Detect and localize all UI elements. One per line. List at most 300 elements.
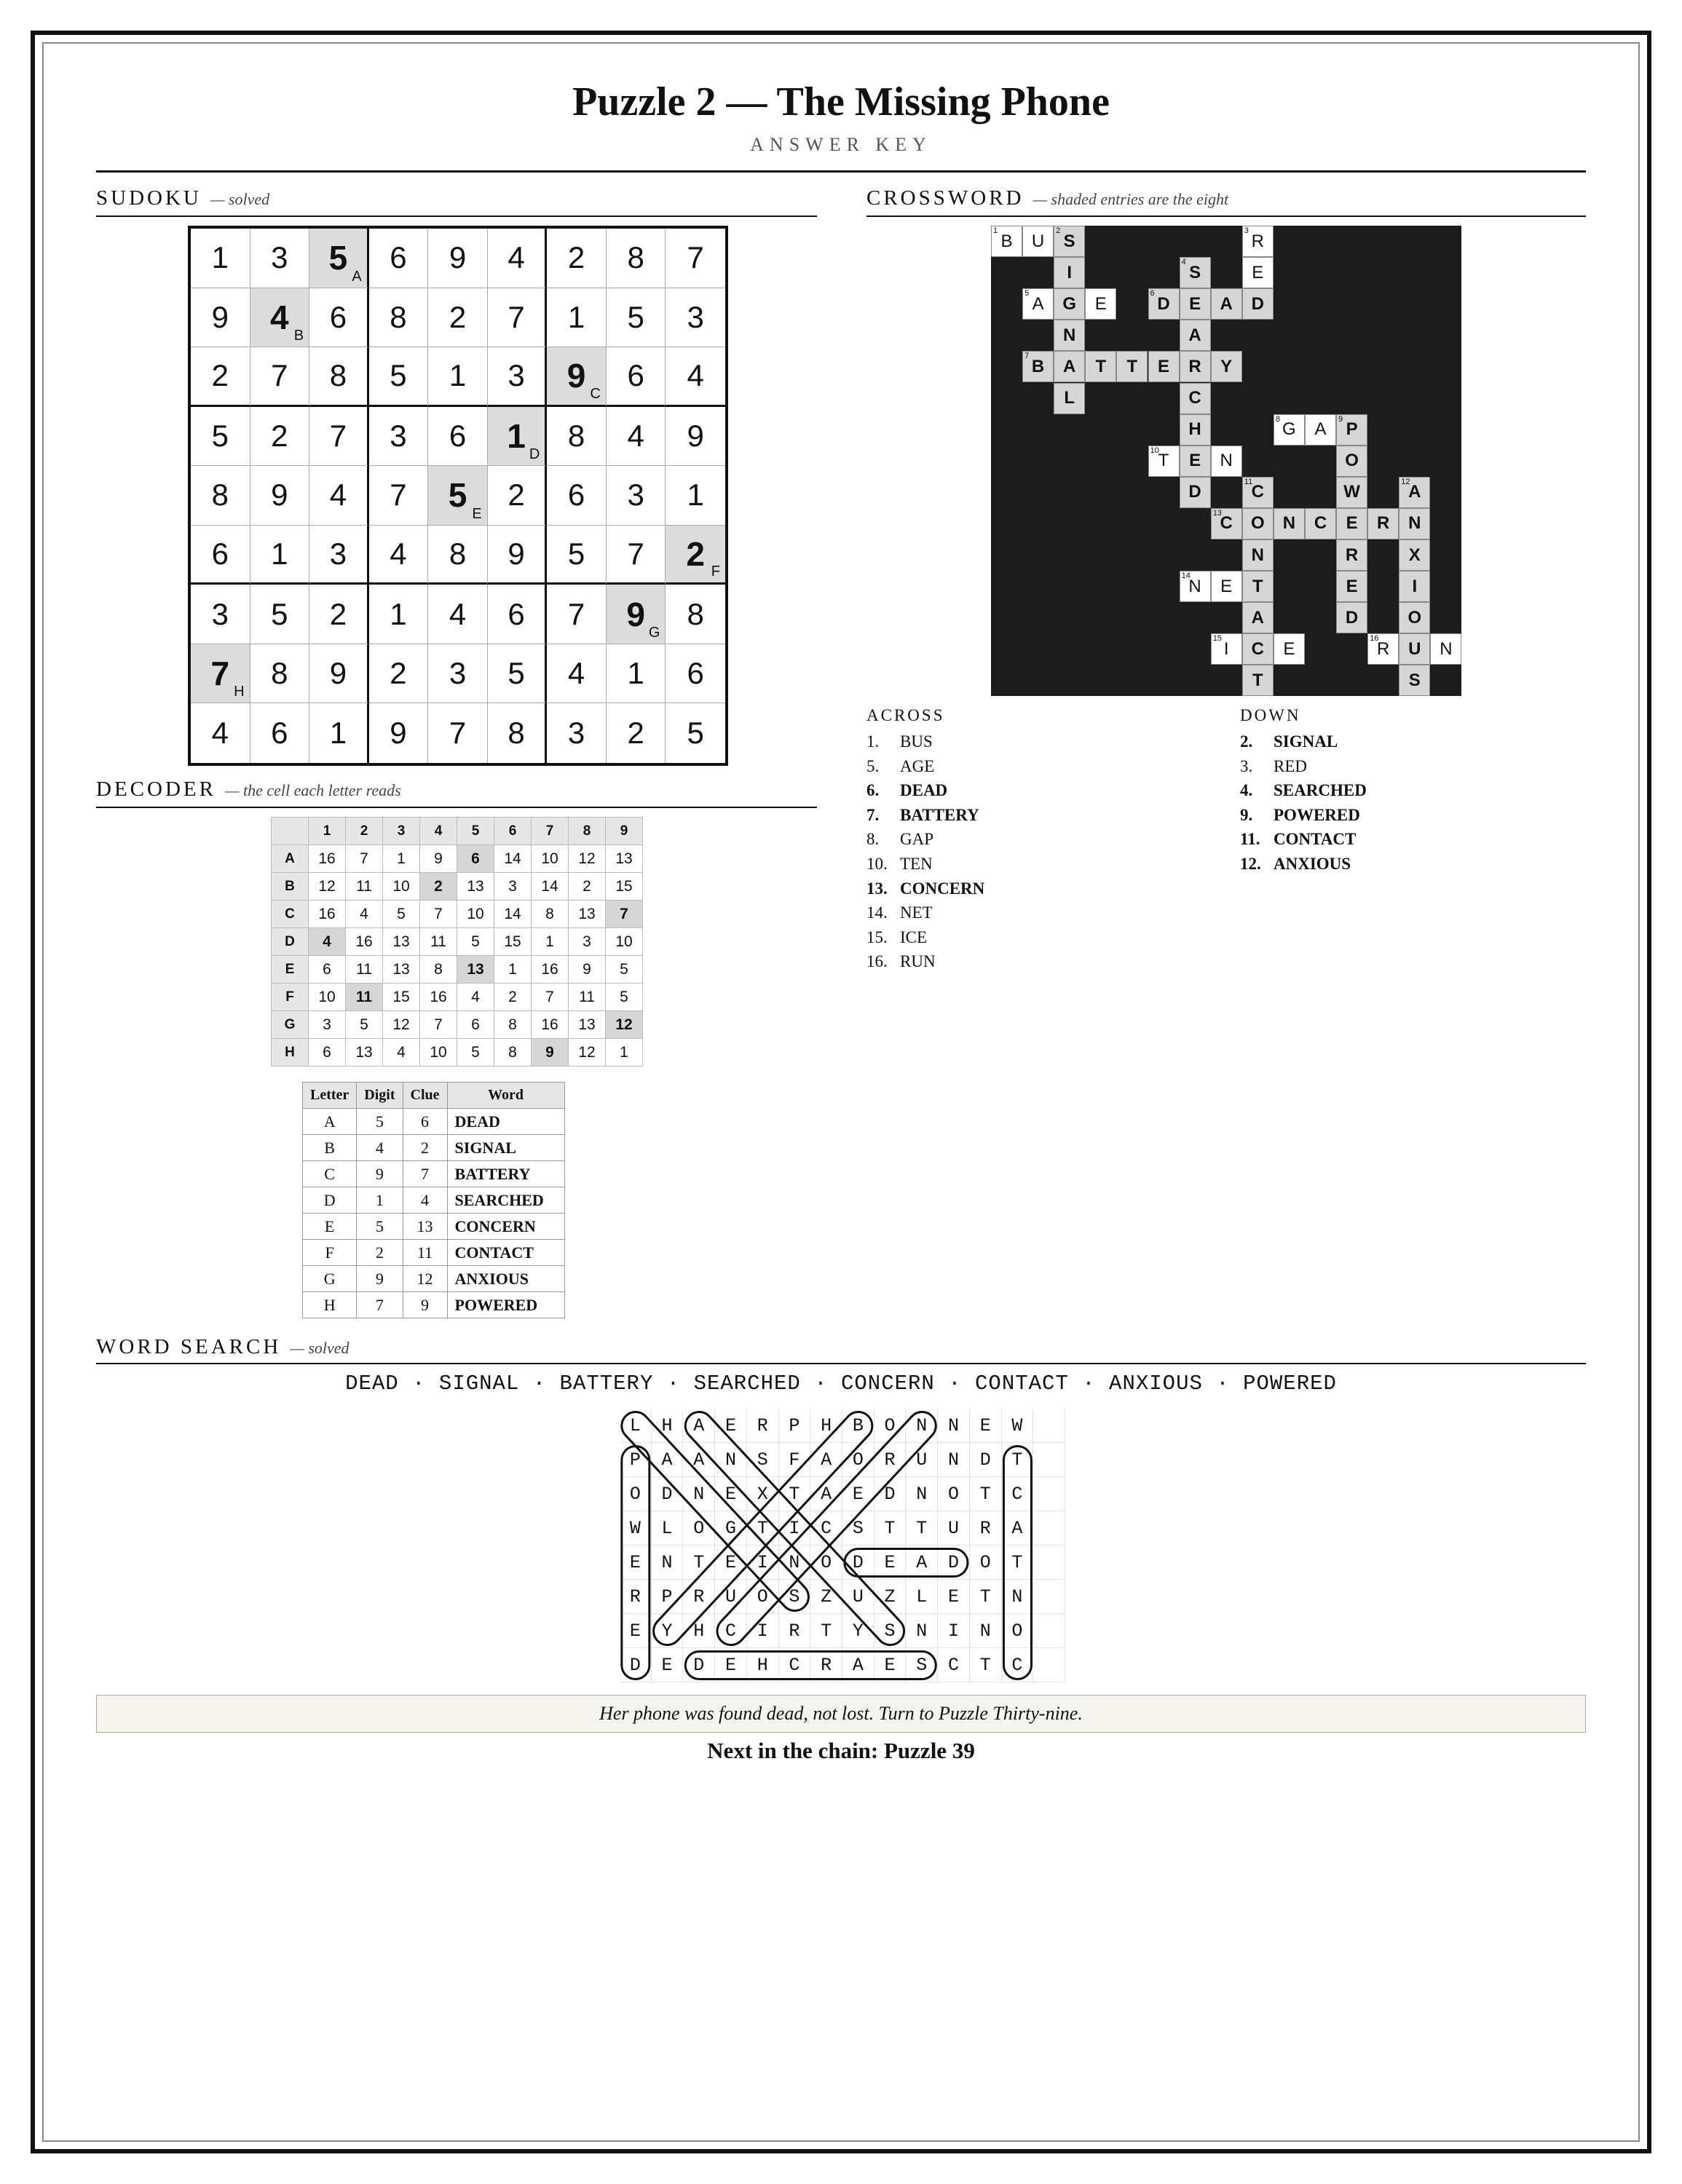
crossword-cell <box>1242 602 1274 633</box>
decoder-cell: 7 <box>420 901 457 928</box>
sudoku-digit: 1 <box>627 656 644 691</box>
decoder-cell: 3 <box>569 928 606 956</box>
sudoku-cell <box>547 703 607 763</box>
wordsearch-cell: A <box>842 1648 874 1682</box>
sudoku-cell <box>607 288 666 348</box>
wordsearch-cell: T <box>683 1546 715 1580</box>
crossword-cell <box>1242 539 1274 571</box>
sudoku-cell <box>547 526 607 585</box>
crossword-letter: S <box>1408 670 1421 690</box>
sudoku-cell <box>309 526 369 585</box>
crossword-cell <box>1336 446 1367 477</box>
sudoku-digit: 6 <box>449 418 467 453</box>
sudoku-cell <box>191 526 250 585</box>
decoder-cell: 13 <box>569 1011 606 1039</box>
crossword-letter: I <box>1223 638 1229 659</box>
sudoku-digit: 5 <box>271 596 288 631</box>
sudoku-cell <box>369 526 429 585</box>
decoder-cell: 12 <box>569 1039 606 1067</box>
sudoku-digit: 3 <box>567 716 585 751</box>
sudoku-cell <box>428 288 488 348</box>
crossword-letter: N <box>1440 638 1453 659</box>
sudoku-digit: 4 <box>687 358 704 393</box>
next-puzzle: Next in the chain: Puzzle 39 <box>707 1738 975 1763</box>
sudoku-digit: 7 <box>508 299 525 334</box>
sudoku-cell <box>309 347 369 407</box>
decoder-cell: 10 <box>532 845 569 873</box>
crossword-heading <box>866 186 1228 210</box>
crossword-cell <box>1367 508 1399 539</box>
wordsearch-cell: O <box>810 1546 842 1580</box>
wordsearch-cell: I <box>938 1614 970 1648</box>
sudoku-cell <box>488 644 548 704</box>
sudoku-cell <box>309 407 369 467</box>
crossword-letter: N <box>1408 513 1421 534</box>
wordsearch-cell: O <box>970 1546 1002 1580</box>
decoder-heading <box>96 778 401 802</box>
crossword-cell <box>1180 351 1211 382</box>
sudoku-cell <box>191 585 250 644</box>
crossword-cell-number: 12 <box>1401 477 1410 486</box>
sudoku-cell <box>250 347 310 407</box>
decoder-cell: 9 <box>532 1039 569 1067</box>
across-clue <box>866 925 984 950</box>
sudoku-digit: 7 <box>567 596 585 631</box>
crossword-cell-number: 13 <box>1212 508 1222 518</box>
sudoku-digit: 4 <box>627 418 644 453</box>
sudoku-digit: 6 <box>627 358 644 393</box>
decoder-cell: 4 <box>309 928 346 956</box>
crossword-letter: N <box>1251 545 1264 565</box>
wordsearch-cell: C <box>810 1511 842 1546</box>
wordsearch-cell: D <box>652 1477 684 1511</box>
down-clue <box>1240 778 1367 803</box>
sudoku-digit: 4 <box>211 716 229 751</box>
decoder-cell: 13 <box>457 956 494 984</box>
sudoku-digit: 8 <box>211 478 229 513</box>
found-word-loop <box>845 1549 968 1577</box>
crossword-cell-number: 3 <box>1244 226 1249 235</box>
decoder-cell: 16 <box>309 845 346 873</box>
crossword-letter: A <box>1063 356 1076 376</box>
sudoku-cell <box>369 466 429 526</box>
crossword-cell <box>1148 446 1180 477</box>
crossword-letter: S <box>1189 262 1201 282</box>
sudoku-cell <box>607 407 666 467</box>
wordsearch-cell: N <box>906 1614 938 1648</box>
sudoku-digit: 3 <box>687 299 704 334</box>
decoder-col-header: 7 <box>532 818 569 845</box>
down-heading: DOWN <box>1240 706 1301 724</box>
sudoku-digit: 7 <box>687 240 704 275</box>
wordsearch-cell: L <box>906 1580 938 1614</box>
wordsearch-cell: R <box>970 1511 1002 1546</box>
sudoku-cell <box>428 466 488 526</box>
wordsearch-cell: N <box>970 1614 1002 1648</box>
sudoku-digit: 6 <box>687 656 704 691</box>
crossword-letter: R <box>1345 545 1359 565</box>
decoder-cell: 1 <box>606 1039 643 1067</box>
sudoku-digit: 9 <box>566 357 586 395</box>
sudoku-digit: 1 <box>687 478 704 513</box>
wordsearch-cell: N <box>906 1477 938 1511</box>
decoder-cell: 1 <box>532 928 569 956</box>
decoder-cell: 13 <box>383 956 420 984</box>
sudoku-digit: 2 <box>449 299 467 334</box>
crossword-letter: R <box>1377 513 1390 534</box>
clue-answer: RUN <box>900 952 936 971</box>
sudoku-digit: 5 <box>211 418 229 453</box>
wordsearch-cell: P <box>779 1409 811 1443</box>
sudoku-digit: 1 <box>507 416 526 455</box>
wordsearch-cell: A <box>1002 1511 1034 1546</box>
crossword-letter: U <box>1031 231 1045 251</box>
decoder-cell: 11 <box>346 956 383 984</box>
clue-answer: ICE <box>900 927 928 946</box>
sudoku-digit: 3 <box>449 656 467 691</box>
crossword-letter: E <box>1157 356 1169 376</box>
crossword-cell <box>1054 383 1085 414</box>
sudoku-digit: 4 <box>329 478 347 513</box>
found-word-loop <box>685 1652 936 1679</box>
key-cell: 6 <box>403 1109 447 1135</box>
key-cell: 4 <box>357 1135 403 1161</box>
crossword-letter: I <box>1412 576 1418 596</box>
sudoku-digit: 7 <box>210 654 230 693</box>
sudoku-digit: 7 <box>390 478 407 513</box>
crossword-cell <box>1148 288 1180 320</box>
wordsearch-cell: H <box>683 1614 715 1648</box>
crossword-cell <box>1180 257 1211 288</box>
crossword-letter: R <box>1377 638 1390 659</box>
sudoku-digit: 2 <box>627 716 644 751</box>
wordsearch-cell: T <box>970 1648 1002 1682</box>
crossword-letter: D <box>1188 482 1201 502</box>
wordsearch-heading-note: — solved <box>290 1339 350 1357</box>
crossword-letter: A <box>1220 293 1233 314</box>
key-cell: 7 <box>357 1292 403 1318</box>
sudoku-digit: 2 <box>686 535 706 574</box>
wordsearch-cell: A <box>810 1443 842 1477</box>
decoder-cell: 5 <box>457 928 494 956</box>
sudoku-digit: 6 <box>508 596 525 631</box>
crossword-cell <box>1242 288 1274 320</box>
wordsearch-cell: R <box>874 1443 907 1477</box>
crossword-letter: T <box>1252 670 1263 690</box>
sudoku-digit: 1 <box>390 596 407 631</box>
key-cell: POWERED <box>447 1292 564 1318</box>
decoder-cell: 5 <box>606 984 643 1011</box>
crossword-cell <box>1242 508 1274 539</box>
key-row <box>303 1109 565 1135</box>
crossword-letter: P <box>1346 419 1358 440</box>
clue-answer: BATTERY <box>900 805 979 824</box>
crossword-cell <box>1242 633 1274 665</box>
wordsearch-cell: N <box>652 1546 684 1580</box>
wordsearch-cell: T <box>1002 1546 1034 1580</box>
wordsearch-cell: C <box>1002 1648 1034 1682</box>
key-cell: ANXIOUS <box>447 1266 564 1292</box>
crossword-cell <box>1054 351 1085 382</box>
decoder-cell: 3 <box>309 1011 346 1039</box>
crossword-cell <box>1336 508 1367 539</box>
sudoku-cell-tag: G <box>648 624 660 641</box>
crossword-letter: N <box>1063 325 1076 345</box>
crossword-letter: N <box>1282 513 1296 534</box>
decoder-cell: 4 <box>383 1039 420 1067</box>
crossword-letter: E <box>1346 576 1358 596</box>
wordsearch-cell: N <box>715 1443 747 1477</box>
key-header-row <box>303 1083 565 1109</box>
crossword-cell-number: 1 <box>993 226 998 235</box>
crossword-cell-number: 8 <box>1275 414 1281 424</box>
sudoku-digit: 5 <box>567 537 585 571</box>
wordsearch-cell: Y <box>652 1614 684 1648</box>
wordsearch-cell: T <box>970 1477 1002 1511</box>
sudoku-cell <box>428 347 488 407</box>
decoder-cell: 12 <box>309 873 346 901</box>
decoder-col-header: 5 <box>457 818 494 845</box>
decoder-key-table <box>302 1082 565 1318</box>
wordsearch-cell: L <box>620 1409 652 1443</box>
decoder-cell: 13 <box>346 1039 383 1067</box>
sudoku-cell-tag: H <box>234 684 245 700</box>
sudoku-cell <box>666 703 725 763</box>
sudoku-cell <box>547 466 607 526</box>
clue-number: 14. <box>866 903 888 922</box>
sudoku-digit: 1 <box>449 358 467 393</box>
crossword-cell <box>1336 602 1367 633</box>
sudoku-cell <box>428 644 488 704</box>
page-title: Puzzle 2 — The Missing Phone <box>572 79 1110 124</box>
sudoku-heading-note: — solved <box>210 190 270 208</box>
crossword-cell <box>1022 288 1054 320</box>
crossword-letter: E <box>1094 293 1107 314</box>
key-cell: SIGNAL <box>447 1135 564 1161</box>
crossword-cell <box>1242 571 1274 602</box>
crossword-letter: O <box>1250 513 1265 534</box>
wordsearch-cell: R <box>779 1614 811 1648</box>
decoder-cell: 8 <box>494 1011 532 1039</box>
crossword-letter: T <box>1158 451 1169 471</box>
crossword-cell <box>1399 539 1430 571</box>
wordsearch-cell: E <box>620 1546 652 1580</box>
found-word-loop <box>1003 1447 1031 1679</box>
clue-number: 5. <box>866 756 880 775</box>
wordsearch-cell: T <box>906 1511 938 1546</box>
key-row <box>303 1292 565 1318</box>
sudoku-cell <box>666 347 725 407</box>
sudoku-digit: 6 <box>329 299 347 334</box>
wordsearch-cell: E <box>938 1580 970 1614</box>
sudoku-digit: 4 <box>567 656 585 691</box>
clue-number: 10. <box>866 854 888 873</box>
key-header: Letter <box>303 1083 357 1109</box>
sudoku-cell <box>488 526 548 585</box>
sudoku-cell <box>309 288 369 348</box>
crossword-cell <box>1180 320 1211 351</box>
sudoku-digit: 8 <box>271 656 288 691</box>
wordsearch-cell: O <box>620 1477 652 1511</box>
crossword-letter: D <box>1157 293 1170 314</box>
decoder-cell: 13 <box>457 873 494 901</box>
crossword-cell-number: 9 <box>1338 414 1343 424</box>
decoder-cell: 7 <box>532 984 569 1011</box>
decoder-cell: 9 <box>420 845 457 873</box>
decoder-cell: 8 <box>532 901 569 928</box>
wordsearch-cell: S <box>842 1511 874 1546</box>
crossword-heading-note: — shaded entries are the eight <box>1033 190 1229 208</box>
decoder-cell: 4 <box>346 901 383 928</box>
decoder-cell: 10 <box>606 928 643 956</box>
across-clue-list <box>866 729 984 974</box>
sudoku-digit: 9 <box>687 418 704 453</box>
key-cell: 5 <box>357 1214 403 1240</box>
sudoku-digit: 6 <box>211 537 229 571</box>
sudoku-cell <box>547 288 607 348</box>
crossword-cell <box>1399 571 1430 602</box>
decoder-cell: 1 <box>494 956 532 984</box>
decoder-cell: 15 <box>383 984 420 1011</box>
decoder-row-header: G <box>272 1011 309 1039</box>
wordsearch-cell: X <box>747 1477 779 1511</box>
decoder-cell: 16 <box>309 901 346 928</box>
crossword-letter: B <box>1031 356 1045 376</box>
key-cell: 1 <box>357 1187 403 1214</box>
sudoku-cell <box>547 585 607 644</box>
decoder-col-header: 2 <box>346 818 383 845</box>
decoder-cell: 3 <box>494 873 532 901</box>
sudoku-digit: 5 <box>390 358 407 393</box>
key-cell: G <box>303 1266 357 1292</box>
wordsearch-cell: D <box>620 1648 652 1682</box>
wordsearch-cell: T <box>970 1580 1002 1614</box>
decoder-row <box>272 928 643 956</box>
decoder-heading-label: DECODER <box>96 778 216 801</box>
crossword-cell <box>1430 633 1461 665</box>
sudoku-digit: 7 <box>627 537 644 571</box>
sudoku-cell <box>191 229 250 288</box>
crossword-cell <box>1085 351 1116 382</box>
clue-answer: RED <box>1274 756 1307 775</box>
sudoku-heading-label: SUDOKU <box>96 186 202 210</box>
crossword-cell <box>1211 351 1242 382</box>
crossword-letter: E <box>1189 451 1201 471</box>
sudoku-cell <box>488 585 548 644</box>
sudoku-cell-tag: B <box>293 328 304 344</box>
crossword-letter: Y <box>1220 356 1233 376</box>
crossword-letter: E <box>1283 638 1295 659</box>
sudoku-cell <box>191 407 250 467</box>
sudoku-digit: 8 <box>449 537 467 571</box>
sudoku-digit: 6 <box>390 240 407 275</box>
crossword-cell <box>1180 288 1211 320</box>
sudoku-digit: 9 <box>329 656 347 691</box>
crossword-cell <box>1116 351 1148 382</box>
sudoku-digit: 2 <box>508 478 525 513</box>
wordsearch-cell: W <box>1002 1409 1034 1443</box>
wordsearch-cell: D <box>683 1648 715 1682</box>
crossword-letter: A <box>1032 293 1044 314</box>
sudoku-cell <box>191 703 250 763</box>
crossword-cell <box>1274 508 1305 539</box>
wordsearch-cell: P <box>652 1580 684 1614</box>
sudoku-digit: 1 <box>329 716 347 751</box>
wordsearch-cell: N <box>683 1477 715 1511</box>
key-cell: 13 <box>403 1214 447 1240</box>
decoder-cell: 14 <box>494 901 532 928</box>
across-clue <box>866 901 984 925</box>
decoder-cell: 1 <box>383 845 420 873</box>
clue-answer: BUS <box>900 732 933 751</box>
decoder-cell: 5 <box>383 901 420 928</box>
sudoku-digit: 2 <box>329 596 347 631</box>
decoder-cell: 13 <box>383 928 420 956</box>
sudoku-cell <box>666 526 725 585</box>
key-cell: 4 <box>403 1187 447 1214</box>
clue-answer: SIGNAL <box>1274 732 1338 751</box>
sudoku-digit: 2 <box>567 240 585 275</box>
decoder-cell: 5 <box>457 1039 494 1067</box>
sudoku-digit: 3 <box>211 596 229 631</box>
crossword-cell <box>1180 571 1211 602</box>
key-cell: SEARCHED <box>447 1187 564 1214</box>
sudoku-digit: 9 <box>508 537 525 571</box>
wordsearch-cell: U <box>938 1511 970 1546</box>
crossword-letter: I <box>1067 262 1073 282</box>
sudoku-digit: 3 <box>390 418 407 453</box>
decoder-row-header: F <box>272 984 309 1011</box>
wordsearch-cell: Z <box>874 1580 907 1614</box>
decoder-row-header: C <box>272 901 309 928</box>
crossword-cell <box>1211 508 1242 539</box>
decoder-cell: 15 <box>606 873 643 901</box>
decoder-cell: 11 <box>346 873 383 901</box>
decoder-col-header: 4 <box>420 818 457 845</box>
crossword-cell <box>1336 539 1367 571</box>
wordsearch-cell: C <box>1002 1477 1034 1511</box>
key-cell: E <box>303 1214 357 1240</box>
decoder-cell: 7 <box>420 1011 457 1039</box>
crossword-cell-number: 16 <box>1370 634 1379 644</box>
decoder-cell: 16 <box>420 984 457 1011</box>
clue-answer: ANXIOUS <box>1274 854 1351 873</box>
wordsearch-cell: E <box>715 1409 747 1443</box>
crossword-cell <box>1274 633 1305 665</box>
sudoku-digit: 9 <box>211 299 229 334</box>
wordsearch-cell: T <box>747 1511 779 1546</box>
sudoku-digit: 8 <box>567 418 585 453</box>
across-clue <box>866 827 984 852</box>
across-clue <box>866 852 984 877</box>
key-cell: 9 <box>403 1292 447 1318</box>
sudoku-cell <box>488 347 548 407</box>
sudoku-digit: 5 <box>627 299 644 334</box>
crossword-cell <box>1305 414 1336 446</box>
crossword-cell <box>1180 477 1211 508</box>
key-row <box>303 1214 565 1240</box>
sudoku-digit: 3 <box>508 358 525 393</box>
crossword-cell-number: 7 <box>1024 352 1030 361</box>
sudoku-digit: 2 <box>390 656 407 691</box>
clue-answer: POWERED <box>1274 805 1360 824</box>
clue-number: 9. <box>1240 805 1253 824</box>
decoder-cell: 11 <box>346 984 383 1011</box>
crossword-cell <box>1180 383 1211 414</box>
sudoku-cell <box>488 703 548 763</box>
key-cell: C <box>303 1161 357 1187</box>
wordsearch-cell: S <box>906 1648 938 1682</box>
